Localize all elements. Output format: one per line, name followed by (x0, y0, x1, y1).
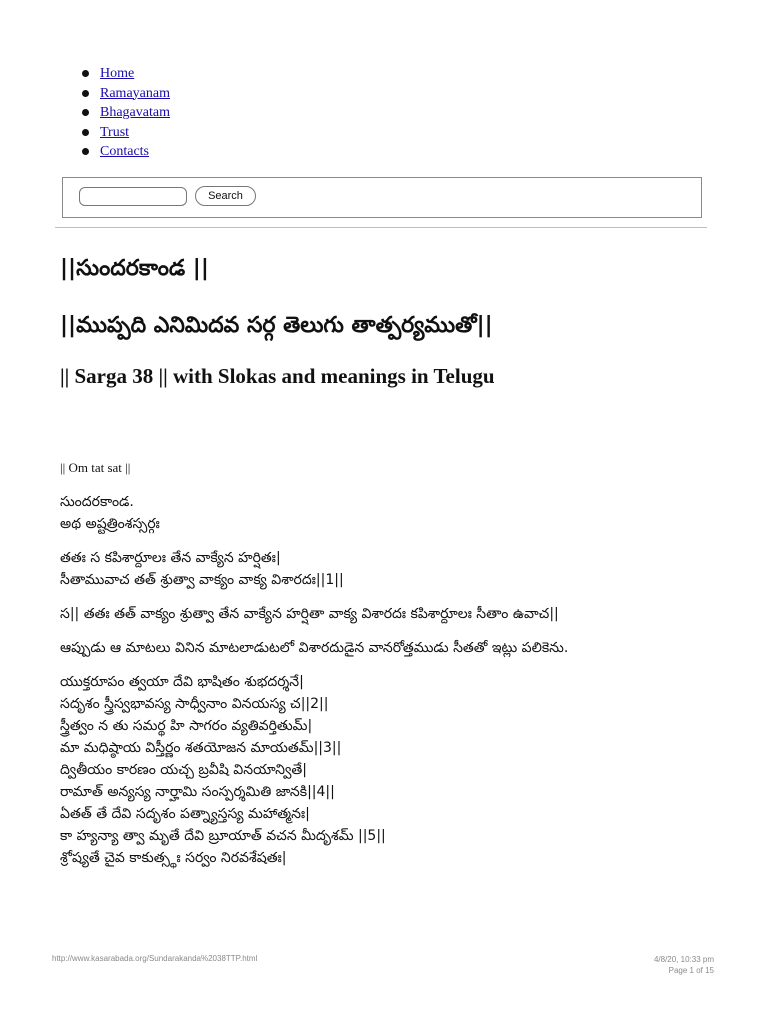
padaccheda-line: స|| తతః తత్ వాక్యం శ్రుత్వా తేన వాక్యేన హర్షితా వాక్య విశారదః కపిశార్దూలః సీతాం ఉవాచ|| (60, 606, 559, 622)
nav-item-bhagavatam (100, 103, 170, 123)
sloka-line: సీతామువాచ తత్ శ్రుత్వా వాక్యం వాక్య విశారదః||1|| (60, 572, 344, 588)
search-form (62, 177, 702, 218)
footer-page-number: Page 1 of 15 (668, 966, 714, 975)
sarga-title-english: || Sarga 38 || with Slokas and meanings in Telugu (60, 364, 495, 388)
bullet-icon (82, 148, 89, 155)
sloka-line: రామాత్ అన్యస్య నార్హామి సంస్పర్శమితి జానకి||4|| (60, 784, 335, 800)
nav-link-contacts[interactable]: Contacts (100, 144, 149, 160)
sloka-content (60, 491, 720, 881)
kanda-title: ||సుందరకాండ || (60, 256, 209, 281)
divider (55, 227, 707, 228)
sloka-line: సదృశం స్త్రీస్వభావస్య సాధ్వీనాం వినయస్య చ||2|| (60, 696, 329, 712)
sloka-line: తతః స కపిశార్దూలః తేన వాక్యేన హర్షితః| (60, 550, 281, 566)
intro-line: సుందరకాండ. (60, 494, 134, 510)
bullet-icon (82, 109, 89, 116)
nav-item-ramayanam (100, 84, 170, 104)
sloka-1 (60, 547, 720, 591)
footer-meta (654, 954, 714, 976)
sloka-line: యుక్తరూపం త్వయా దేవి భాషితం శుభదర్శనే| (60, 674, 304, 690)
bullet-icon (82, 90, 89, 97)
sloka-line: మా మధిష్ఠాయ విస్తీర్ణం శతయోజన మాయతమ్||3|| (60, 740, 342, 756)
sloka-line: ఏతత్ తే దేవి సదృశం పత్న్యాస్తస్య మహాత్మనః| (60, 806, 310, 822)
search-button[interactable]: Search (195, 186, 256, 206)
footer-datetime: 4/8/20, 10:33 pm (653, 955, 714, 964)
nav-item-contacts (100, 142, 170, 162)
sloka-line: కా హ్యన్యా త్వా మృతే దేవి బ్రూయాత్ వచన మీదృశమ్ ||5|| (60, 828, 386, 844)
meaning-line: ఆప్పుడు ఆ మాటలు వినిన మాటలాడుటలో విశారదుడైన వానరోత్తముడు సీతతో ఇట్లు పలికెను. (60, 640, 569, 656)
sloka-block (60, 671, 720, 869)
nav-item-trust (100, 123, 170, 143)
search-input[interactable] (79, 187, 187, 206)
nav-link-ramayanam[interactable]: Ramayanam (100, 85, 170, 101)
om-tat-sat: || Om tat sat || (60, 460, 131, 475)
sarga-title-telugu: ||ముప్పది ఎనిమిదవ సర్గ తెలుగు తాత్పర్యముతో|| (60, 313, 493, 338)
bullet-icon (82, 129, 89, 136)
nav-item-home (100, 64, 170, 84)
intro-paragraph (60, 491, 720, 535)
sloka-line: శ్రోష్యతే చైవ కాకుత్స్థః సర్వం నిరవశేషతః| (60, 850, 287, 866)
nav-link-home[interactable]: Home (100, 66, 135, 81)
bullet-icon (82, 70, 89, 77)
footer-url: http://www.kasarabada.org/Sundarakanda%2038TTP.html (52, 954, 258, 963)
nav-link-trust[interactable]: Trust (100, 124, 130, 140)
nav-menu (100, 64, 170, 162)
padaccheda-paragraph (60, 603, 720, 625)
nav-link-bhagavatam[interactable]: Bhagavatam (100, 105, 170, 121)
intro-line: అథ అష్టత్రింశస్సర్గః (60, 516, 160, 532)
sloka-line: ద్వితీయం కారణం యచ్చ బ్రవీషి వినయాన్వితే| (60, 762, 307, 778)
sloka-line: స్త్రీత్వం న తు సమర్థ హి సాగరం వ్యతివర్తితుమ్| (60, 718, 313, 734)
meaning-paragraph (60, 637, 720, 659)
